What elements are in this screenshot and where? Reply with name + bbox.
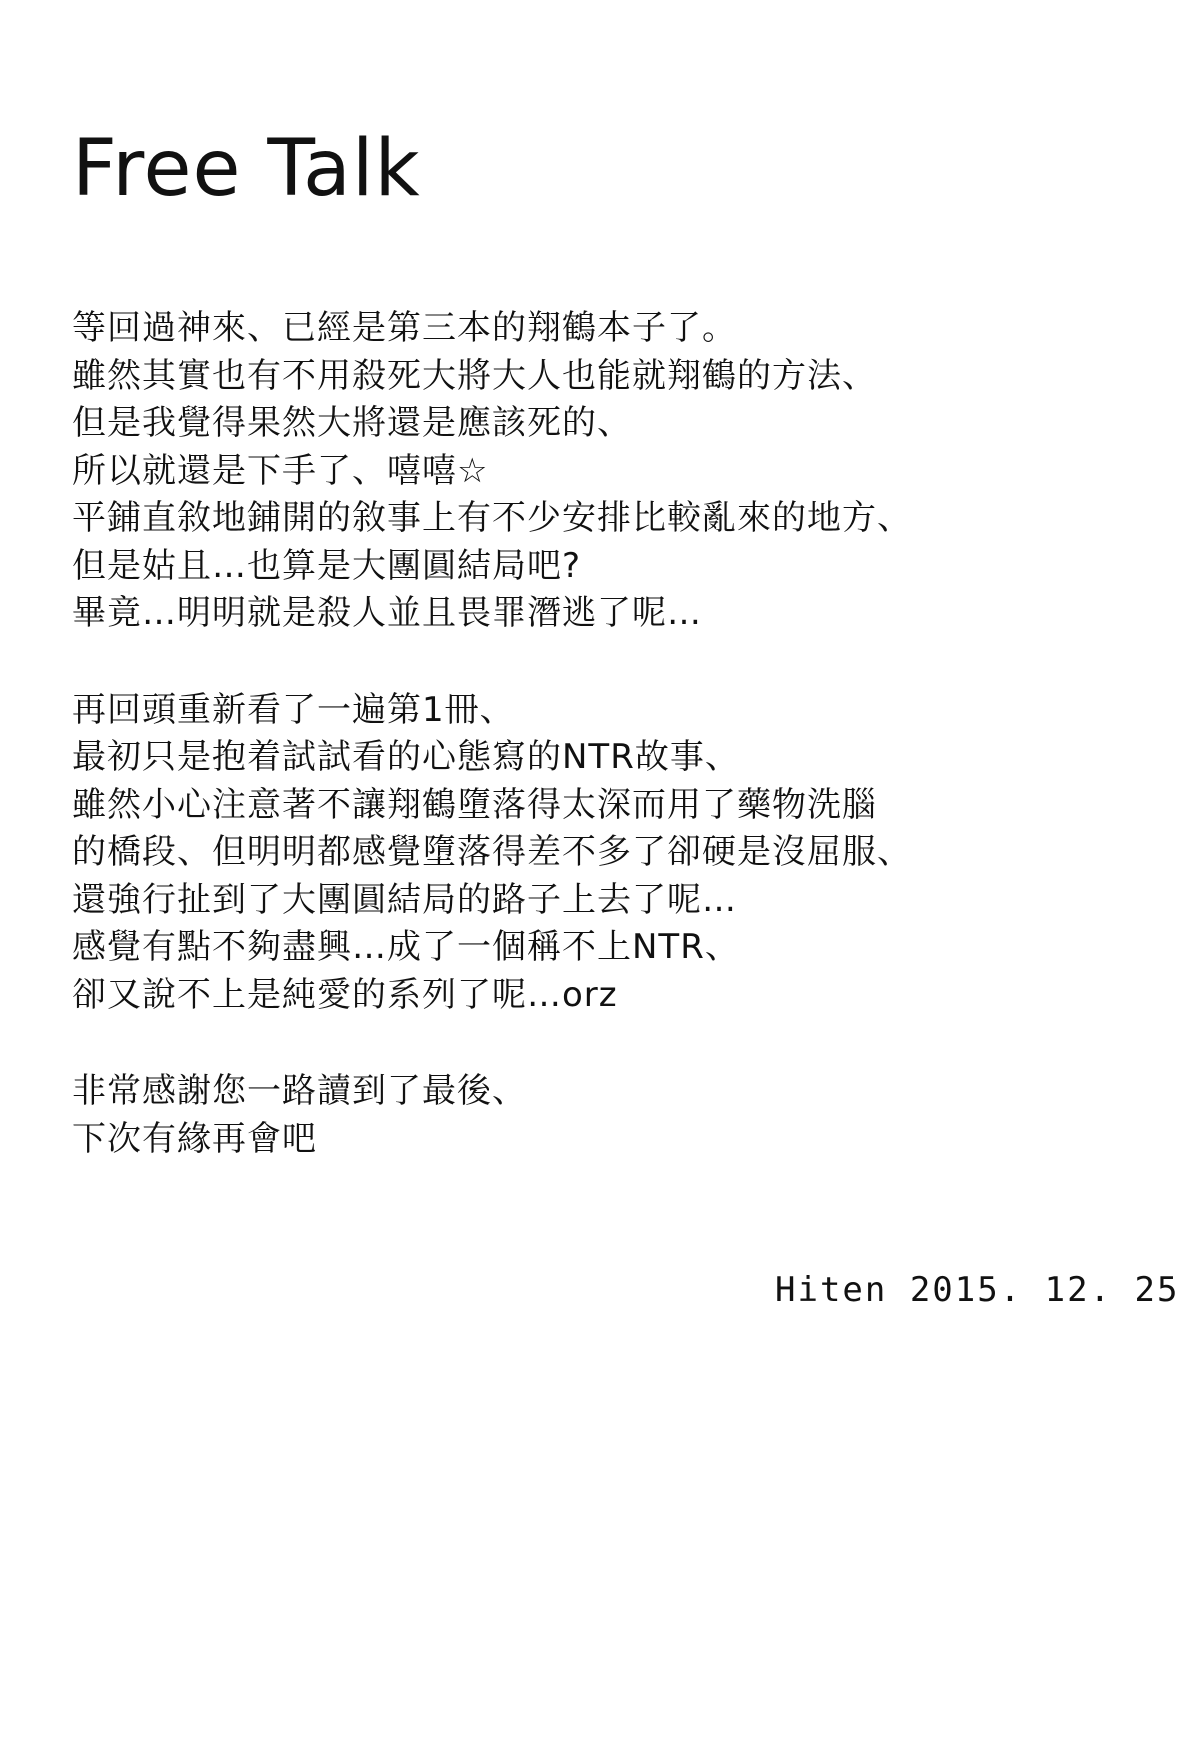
paragraph-3 [72, 1068, 1152, 1163]
text-line: 最初只是抱着試試看的心態寫的NTR故事、 [72, 737, 740, 777]
free-talk-body [72, 305, 1152, 1212]
signature-date: Hiten 2015. 12. 25 [775, 1270, 1180, 1310]
text-line: 雖然小心注意著不讓翔鶴墮落得太深而用了藥物洗腦 [72, 784, 877, 825]
text-line: 下次有緣再會吧 [72, 1118, 317, 1159]
paragraph-1 [72, 305, 1152, 638]
text-line: 等回過神來、已經是第三本的翔鶴本子了。 [72, 308, 737, 348]
text-line: 所以就還是下手了、嘻嘻☆ [72, 450, 489, 491]
text-line: 但是我覺得果然大將還是應該死的、 [72, 403, 632, 443]
text-line: 還強行扯到了大團圓結局的路子上去了呢… [72, 879, 737, 920]
page-title: Free Talk [72, 124, 421, 214]
text-line: 的橋段、但明明都感覺墮落得差不多了卻硬是沒屈服、 [72, 832, 912, 872]
text-line: 非常感謝您一路讀到了最後、 [72, 1071, 527, 1111]
text-line: 畢竟…明明就是殺人並且畏罪潛逃了呢… [72, 593, 702, 633]
paragraph-2 [72, 687, 1152, 1020]
text-line: 平鋪直敘地鋪開的敘事上有不少安排比較亂來的地方、 [72, 498, 912, 538]
text-line: 但是姑且…也算是大團圓結局吧? [72, 545, 582, 586]
text-line: 感覺有點不夠盡興…成了一個稱不上NTR、 [72, 927, 740, 967]
text-line: 雖然其實也有不用殺死大將大人也能就翔鶴的方法、 [72, 355, 877, 396]
text-line: 再回頭重新看了一遍第1冊、 [72, 689, 515, 730]
text-line: 卻又說不上是純愛的系列了呢…orz [72, 974, 618, 1015]
